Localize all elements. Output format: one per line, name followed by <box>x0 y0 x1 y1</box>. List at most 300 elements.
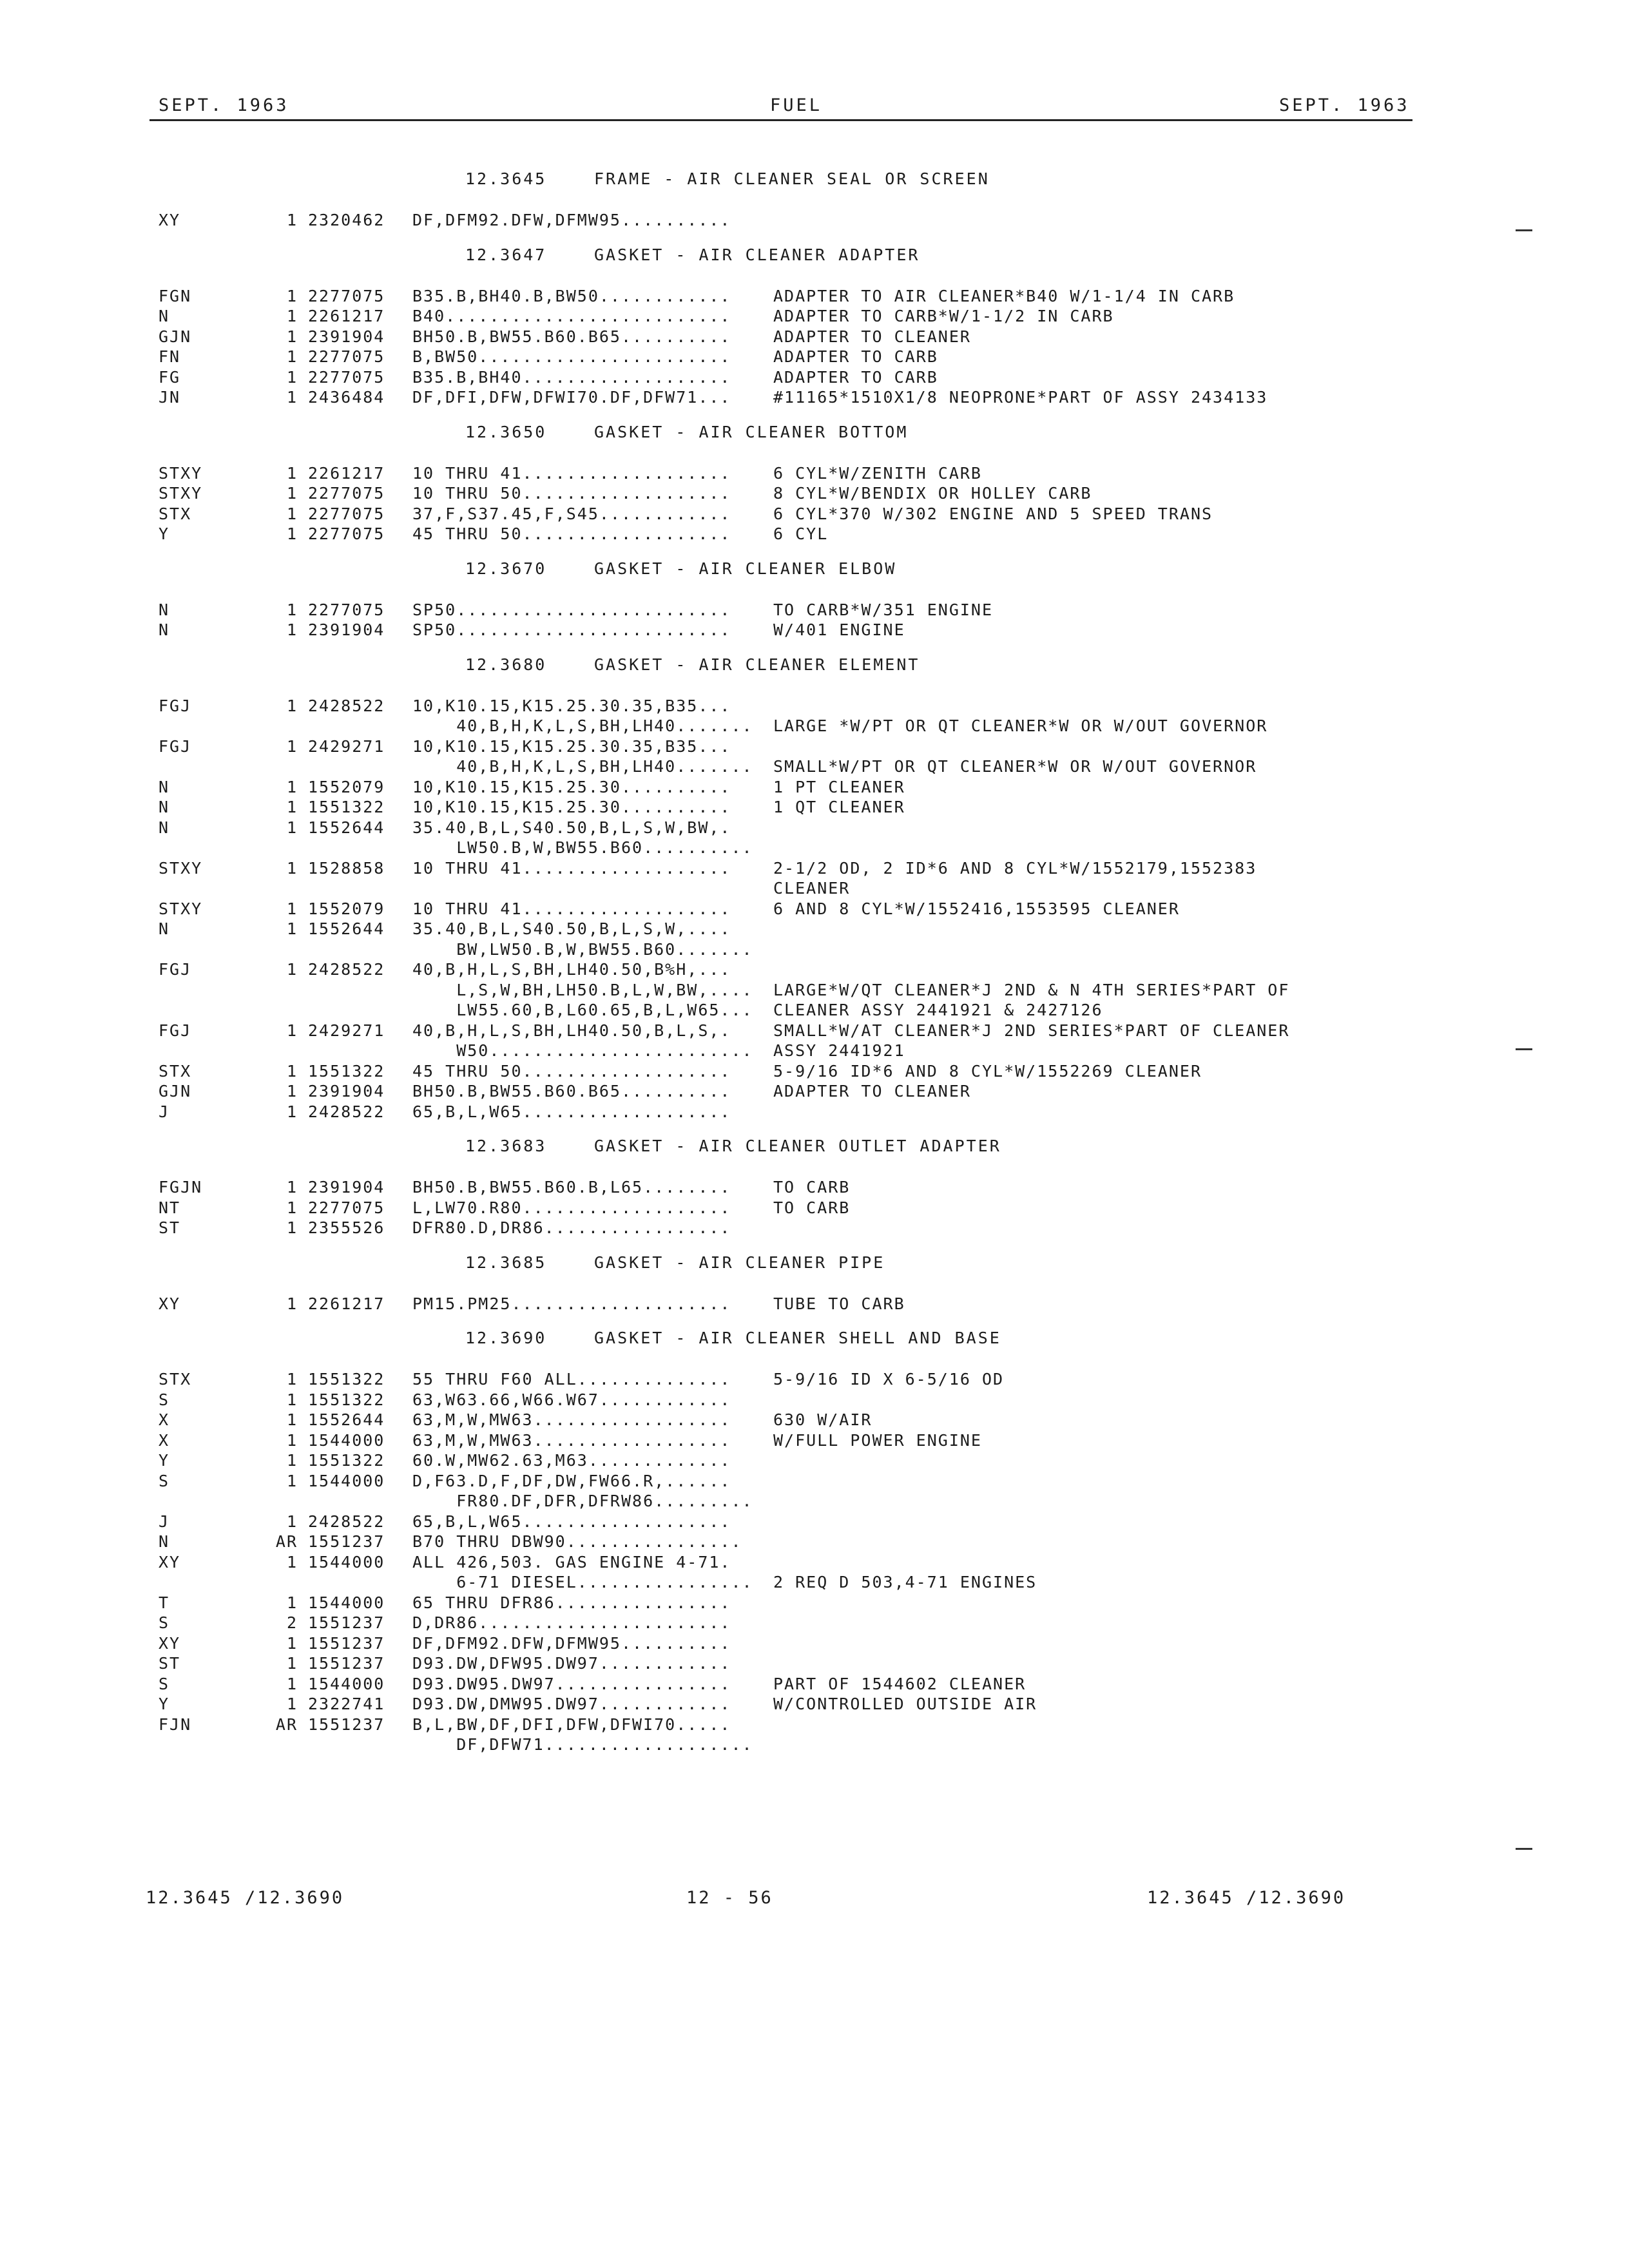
quantity: 1 <box>286 919 298 938</box>
quantity: 1 <box>286 1102 298 1121</box>
part-row <box>0 736 1629 757</box>
margin-mark <box>1516 1848 1532 1850</box>
model-code: Y <box>159 1451 170 1470</box>
applicable-models: 65 THRU DFR86................ <box>412 1593 731 1612</box>
part-row <box>0 1491 1629 1512</box>
model-code: S <box>159 1674 170 1693</box>
part-number: 2261217 <box>308 307 385 325</box>
remarks: SMALL*W/PT OR QT CLEANER*W OR W/OUT GOVERNOR <box>773 757 1257 776</box>
quantity: 1 <box>286 818 298 837</box>
model-code: GJN <box>159 327 192 346</box>
remarks: PART OF 1544602 CLEANER <box>773 1674 1027 1693</box>
remarks: 1 PT CLEANER <box>773 777 905 796</box>
part-number: 2429271 <box>308 1021 385 1040</box>
quantity: 1 <box>286 736 298 756</box>
applicable-models: L,LW70.R80................... <box>412 1198 731 1217</box>
quantity: 1 <box>286 1695 298 1713</box>
quantity: 1 <box>286 1410 298 1429</box>
quantity: 1 <box>286 1198 298 1217</box>
part-row <box>0 1218 1629 1238</box>
applicable-models: 60.W,MW62.63,M63............. <box>412 1451 731 1470</box>
part-row <box>0 1613 1629 1633</box>
quantity: 1 <box>286 1654 298 1673</box>
model-code: J <box>159 1102 170 1121</box>
part-row <box>0 696 1629 716</box>
section-title <box>0 419 1629 445</box>
part-number: 2322741 <box>308 1695 385 1713</box>
quantity: 1 <box>286 1061 298 1081</box>
part-number: 1551237 <box>308 1715 385 1734</box>
quantity: 1 <box>286 777 298 796</box>
remarks: 6 CYL*W/ZENITH CARB <box>773 463 982 483</box>
model-code: FGN <box>159 286 192 305</box>
quantity: 1 <box>286 211 298 229</box>
quantity: 1 <box>286 960 298 979</box>
remarks: W/FULL POWER ENGINE <box>773 1430 982 1450</box>
section-title-text: GASKET - AIR CLEANER ELEMENT <box>594 655 920 674</box>
model-code: XY <box>159 211 181 229</box>
remarks: 2 REQ D 503,4-71 ENGINES <box>773 1573 1037 1591</box>
part-row <box>0 818 1629 838</box>
quantity: 1 <box>286 524 298 543</box>
part-number: 2391904 <box>308 620 385 639</box>
part-row <box>0 1430 1629 1451</box>
section-title <box>0 1325 1629 1351</box>
section-title-text: GASKET - AIR CLEANER OUTLET ADAPTER <box>594 1137 1001 1155</box>
section-title-text: GASKET - AIR CLEANER BOTTOM <box>594 422 909 441</box>
model-code: N <box>159 620 170 639</box>
model-code: T <box>159 1593 170 1612</box>
part-number: 2261217 <box>308 1294 385 1313</box>
header-date-left: SEPT. 1963 <box>159 95 289 115</box>
part-number: 1551322 <box>308 1061 385 1081</box>
part-number: 1551237 <box>308 1654 385 1673</box>
quantity: 1 <box>286 286 298 305</box>
quantity: 1 <box>286 1633 298 1653</box>
applicable-models: D93.DW,DFW95.DW97............ <box>412 1654 731 1673</box>
quantity: 2 <box>286 1613 298 1632</box>
part-row <box>0 980 1629 1001</box>
remarks: ADAPTER TO CLEANER <box>773 1082 971 1100</box>
section-number: 12.3645 <box>465 169 547 188</box>
part-number: 2436484 <box>308 388 385 407</box>
part-number: 2277075 <box>308 484 385 503</box>
model-code: STX <box>159 1061 192 1081</box>
part-number: 2355526 <box>308 1218 385 1237</box>
model-code: X <box>159 1410 170 1429</box>
part-row <box>0 1177 1629 1198</box>
applicable-models: SP50......................... <box>412 620 731 639</box>
applicable-models: 10,K10.15,K15.25.30.......... <box>412 798 731 816</box>
model-code: STXY <box>159 899 203 918</box>
remarks: LARGE *W/PT OR QT CLEANER*W OR W/OUT GOVERNOR <box>773 716 1268 735</box>
part-row <box>0 1021 1629 1041</box>
part-row <box>0 1102 1629 1122</box>
section-title <box>0 1250 1629 1276</box>
part-row <box>0 524 1629 544</box>
part-number: 1551237 <box>308 1613 385 1632</box>
part-number: 1551322 <box>308 798 385 816</box>
section-title-text: GASKET - AIR CLEANER PIPE <box>594 1253 885 1272</box>
part-number: 1552644 <box>308 919 385 938</box>
model-code: XY <box>159 1294 181 1313</box>
quantity: 1 <box>286 1082 298 1100</box>
part-row <box>0 483 1629 504</box>
part-row <box>0 858 1629 879</box>
applicable-models: BH50.B,BW55.B60.B,L65........ <box>412 1178 731 1196</box>
part-row <box>0 210 1629 231</box>
part-number: 2277075 <box>308 504 385 523</box>
part-number: 2391904 <box>308 1082 385 1100</box>
model-code: STXY <box>159 463 203 483</box>
model-code: ST <box>159 1654 181 1673</box>
model-code: XY <box>159 1633 181 1653</box>
model-code: XY <box>159 1552 181 1571</box>
model-code: STX <box>159 1370 192 1389</box>
part-row <box>0 600 1629 620</box>
part-row <box>0 1512 1629 1532</box>
footer-page-number: 12 - 56 <box>686 1888 773 1908</box>
part-row <box>0 367 1629 388</box>
section <box>0 419 1629 544</box>
applicable-models: D93.DW,DMW95.DW97............ <box>412 1695 731 1713</box>
part-number: 2428522 <box>308 960 385 979</box>
part-number: 1552644 <box>308 818 385 837</box>
applicable-models: BH50.B,BW55.B60.B65.......... <box>412 327 731 346</box>
applicable-models: DF,DFM92.DFW,DFMW95.......... <box>412 1633 731 1653</box>
part-row <box>0 1694 1629 1715</box>
part-row <box>0 1294 1629 1314</box>
applicable-models: 63,M,W,MW63.................. <box>412 1430 731 1450</box>
section <box>0 652 1629 1122</box>
part-row <box>0 1653 1629 1674</box>
applicable-models: 35.40,B,L,S40.50,B,L,S,W,BW,. <box>412 818 731 837</box>
section <box>0 166 1629 231</box>
part-number: 1544000 <box>308 1674 385 1693</box>
model-code: JN <box>159 388 181 407</box>
remarks: 5-9/16 ID X 6-5/16 OD <box>773 1370 1005 1389</box>
part-row <box>0 1735 1629 1755</box>
part-row <box>0 756 1629 777</box>
model-code: FGJ <box>159 736 192 756</box>
quantity: 1 <box>286 1430 298 1450</box>
part-row <box>0 716 1629 736</box>
quantity: 1 <box>286 1021 298 1040</box>
applicable-models: 6-71 DIESEL................ <box>412 1573 753 1591</box>
section-number: 12.3683 <box>465 1137 547 1155</box>
part-row <box>0 1000 1629 1021</box>
section <box>0 242 1629 408</box>
quantity: 1 <box>286 463 298 483</box>
remarks: LARGE*W/QT CLEANER*J 2ND & N 4TH SERIES*PART OF <box>773 980 1290 999</box>
part-number: 1544000 <box>308 1430 385 1450</box>
model-code: GJN <box>159 1082 192 1100</box>
part-row <box>0 1369 1629 1390</box>
quantity: AR <box>275 1715 298 1734</box>
quantity: 1 <box>286 347 298 366</box>
model-code: N <box>159 818 170 837</box>
applicable-models: 10 THRU 41................... <box>412 463 731 483</box>
model-code: ST <box>159 1218 181 1237</box>
part-number: 1552079 <box>308 777 385 796</box>
quantity: 1 <box>286 696 298 715</box>
applicable-models: FR80.DF,DFR,DFRW86......... <box>412 1492 753 1510</box>
applicable-models: SP50......................... <box>412 600 731 619</box>
part-number: 2391904 <box>308 327 385 346</box>
applicable-models: 40,B,H,K,L,S,BH,LH40....... <box>412 757 753 776</box>
part-number: 1551237 <box>308 1532 385 1551</box>
remarks: ASSY 2441921 <box>773 1041 905 1060</box>
remarks: 6 CYL*370 W/302 ENGINE AND 5 SPEED TRANS <box>773 504 1213 523</box>
part-row <box>0 959 1629 980</box>
part-number: 1528858 <box>308 858 385 878</box>
applicable-models: B70 THRU DBW90................ <box>412 1532 742 1551</box>
part-row <box>0 306 1629 327</box>
applicable-models: 10,K10.15,K15.25.30.35,B35... <box>412 736 731 756</box>
applicable-models: B35.B,BH40.B,BW50............ <box>412 286 731 305</box>
model-code: FGJ <box>159 696 192 715</box>
applicable-models: B40.......................... <box>412 307 731 325</box>
applicable-models: D,F63.D,F,DF,DW,FW66.R,...... <box>412 1471 731 1490</box>
applicable-models: 37,F,S37.45,F,S45............ <box>412 504 731 523</box>
footer-range-left: 12.3645 /12.3690 <box>146 1888 345 1908</box>
part-row <box>0 1532 1629 1552</box>
quantity: 1 <box>286 798 298 816</box>
part-row <box>0 463 1629 484</box>
applicable-models: 63,M,W,MW63.................. <box>412 1410 731 1429</box>
quantity: 1 <box>286 1552 298 1571</box>
part-row <box>0 1552 1629 1573</box>
quantity: 1 <box>286 620 298 639</box>
remarks: CLEANER ASSY 2441921 & 2427126 <box>773 1001 1103 1019</box>
model-code: N <box>159 307 170 325</box>
applicable-models: LW55.60,B,L60.65,B,L,W65... <box>412 1001 753 1019</box>
model-code: STXY <box>159 858 203 878</box>
applicable-models: D93.DW95.DW97................ <box>412 1674 731 1693</box>
section-title-text: FRAME - AIR CLEANER SEAL OR SCREEN <box>594 169 990 188</box>
part-number: 1551237 <box>308 1633 385 1653</box>
part-number: 1544000 <box>308 1471 385 1490</box>
remarks: ADAPTER TO AIR CLEANER*B40 W/1-1/4 IN CARB <box>773 286 1235 305</box>
applicable-models: 45 THRU 50................... <box>412 524 731 543</box>
section-title <box>0 242 1629 268</box>
model-code: S <box>159 1471 170 1490</box>
model-code: FJN <box>159 1715 192 1734</box>
quantity: 1 <box>286 1471 298 1490</box>
remarks: TUBE TO CARB <box>773 1294 905 1313</box>
part-number: 2277075 <box>308 524 385 543</box>
remarks: SMALL*W/AT CLEANER*J 2ND SERIES*PART OF CLEANER <box>773 1021 1290 1040</box>
model-code: Y <box>159 1695 170 1713</box>
part-row <box>0 878 1629 899</box>
part-number: 2320462 <box>308 211 385 229</box>
remarks: 1 QT CLEANER <box>773 798 905 816</box>
part-row <box>0 797 1629 818</box>
part-row <box>0 899 1629 919</box>
part-row <box>0 387 1629 408</box>
applicable-models: 45 THRU 50................... <box>412 1061 731 1081</box>
quantity: 1 <box>286 1512 298 1531</box>
section-number: 12.3647 <box>465 245 547 264</box>
model-code: S <box>159 1613 170 1632</box>
quantity: 1 <box>286 1370 298 1389</box>
model-code: FGJN <box>159 1178 203 1196</box>
part-row <box>0 620 1629 640</box>
part-row <box>0 1410 1629 1430</box>
part-row <box>0 1061 1629 1082</box>
model-code: J <box>159 1512 170 1531</box>
remarks: 6 CYL <box>773 524 829 543</box>
applicable-models: 35.40,B,L,S40.50,B,L,S,W,.... <box>412 919 731 938</box>
model-code: N <box>159 919 170 938</box>
model-code: STX <box>159 504 192 523</box>
remarks: ADAPTER TO CARB <box>773 347 938 366</box>
quantity: 1 <box>286 1294 298 1313</box>
remarks: ADAPTER TO CARB <box>773 367 938 387</box>
applicable-models: BW,LW50.B,W,BW55.B60....... <box>412 939 753 959</box>
quantity: AR <box>275 1532 298 1551</box>
quantity: 1 <box>286 1390 298 1409</box>
part-number: 2428522 <box>308 696 385 715</box>
part-row <box>0 939 1629 960</box>
header-title: FUEL <box>770 95 823 115</box>
remarks: CLEANER <box>773 879 851 898</box>
applicable-models: 10 THRU 41................... <box>412 858 731 878</box>
model-code: Y <box>159 524 170 543</box>
applicable-models: 40,B,H,L,S,BH,LH40.50,B%H,... <box>412 960 731 979</box>
part-row <box>0 1674 1629 1695</box>
margin-mark <box>1516 1048 1532 1050</box>
applicable-models: 65,B,L,W65................... <box>412 1512 731 1531</box>
remarks: TO CARB*W/351 ENGINE <box>773 600 994 619</box>
part-number: 1552079 <box>308 899 385 918</box>
applicable-models: D,DR86....................... <box>412 1613 731 1632</box>
section-number: 12.3670 <box>465 559 547 578</box>
part-number: 2429271 <box>308 736 385 756</box>
applicable-models: LW50.B,W,BW55.B60.......... <box>412 838 753 857</box>
model-code: N <box>159 600 170 619</box>
section-title-text: GASKET - AIR CLEANER ELBOW <box>594 559 897 578</box>
model-code: NT <box>159 1198 181 1217</box>
parts-list <box>0 155 1629 1755</box>
margin-mark <box>1516 229 1532 231</box>
part-row <box>0 1198 1629 1218</box>
applicable-models: 10 THRU 50................... <box>412 484 731 503</box>
part-number: 2261217 <box>308 463 385 483</box>
quantity: 1 <box>286 600 298 619</box>
remarks: #11165*1510X1/8 NEOPRONE*PART OF ASSY 2434133 <box>773 388 1268 407</box>
applicable-models: 10,K10.15,K15.25.30.35,B35... <box>412 696 731 715</box>
remarks: TO CARB <box>773 1198 851 1217</box>
part-row <box>0 777 1629 798</box>
applicable-models: B35.B,BH40................... <box>412 367 731 387</box>
section-title <box>0 1133 1629 1159</box>
applicable-models: 10,K10.15,K15.25.30.......... <box>412 777 731 796</box>
applicable-models: 10 THRU 41................... <box>412 899 731 918</box>
footer-range-right: 12.3645 /12.3690 <box>1147 1888 1346 1908</box>
quantity: 1 <box>286 307 298 325</box>
section <box>0 556 1629 640</box>
quantity: 1 <box>286 484 298 503</box>
section <box>0 1250 1629 1314</box>
part-row <box>0 1450 1629 1471</box>
part-row <box>0 347 1629 367</box>
remarks: W/401 ENGINE <box>773 620 905 639</box>
part-row <box>0 919 1629 939</box>
header-date-right: SEPT. 1963 <box>1279 95 1410 115</box>
model-code: FN <box>159 347 181 366</box>
part-number: 1551322 <box>308 1370 385 1389</box>
remarks: 6 AND 8 CYL*W/1552416,1553595 CLEANER <box>773 899 1180 918</box>
applicable-models: 40,B,H,K,L,S,BH,LH40....... <box>412 716 753 735</box>
section-title-text: GASKET - AIR CLEANER ADAPTER <box>594 245 920 264</box>
model-code: FGJ <box>159 1021 192 1040</box>
section-number: 12.3680 <box>465 655 547 674</box>
applicable-models: DF,DFI,DFW,DFWI70.DF,DFW71... <box>412 388 731 407</box>
quantity: 1 <box>286 1674 298 1693</box>
part-number: 2428522 <box>308 1102 385 1121</box>
applicable-models: B,L,BW,DF,DFI,DFW,DFWI70..... <box>412 1715 731 1734</box>
section <box>0 1325 1629 1755</box>
applicable-models: DF,DFW71................... <box>412 1735 753 1754</box>
quantity: 1 <box>286 858 298 878</box>
part-row <box>0 838 1629 858</box>
part-row <box>0 1572 1629 1593</box>
section <box>0 1133 1629 1238</box>
part-row <box>0 1390 1629 1410</box>
part-number: 2277075 <box>308 367 385 387</box>
model-code: X <box>159 1430 170 1450</box>
quantity: 1 <box>286 388 298 407</box>
model-code: S <box>159 1390 170 1409</box>
model-code: FGJ <box>159 960 192 979</box>
part-number: 2277075 <box>308 600 385 619</box>
part-row <box>0 1593 1629 1613</box>
section-title <box>0 556 1629 582</box>
remarks: ADAPTER TO CARB*W/1-1/2 IN CARB <box>773 307 1114 325</box>
section-number: 12.3690 <box>465 1329 547 1347</box>
part-number: 2428522 <box>308 1512 385 1531</box>
part-row <box>0 286 1629 307</box>
part-row <box>0 1471 1629 1492</box>
header-rule <box>149 119 1412 121</box>
applicable-models: L,S,W,BH,LH50.B,L,W,BW,.... <box>412 980 753 999</box>
part-row <box>0 1041 1629 1061</box>
applicable-models: 55 THRU F60 ALL.............. <box>412 1370 731 1389</box>
applicable-models: 40,B,H,L,S,BH,LH40.50,B,L,S,. <box>412 1021 731 1040</box>
applicable-models: DF,DFM92.DFW,DFMW95.......... <box>412 211 731 229</box>
model-code: N <box>159 798 170 816</box>
part-number: 1552644 <box>308 1410 385 1429</box>
section-title <box>0 652 1629 678</box>
applicable-models: ALL 426,503. GAS ENGINE 4-71. <box>412 1552 731 1571</box>
applicable-models: 63,W63.66,W66.W67............ <box>412 1390 731 1409</box>
part-row <box>0 1633 1629 1654</box>
remarks: TO CARB <box>773 1178 851 1196</box>
part-number: 1544000 <box>308 1593 385 1612</box>
quantity: 1 <box>286 1593 298 1612</box>
part-number: 1544000 <box>308 1552 385 1571</box>
quantity: 1 <box>286 1218 298 1237</box>
part-number: 2277075 <box>308 347 385 366</box>
part-row <box>0 1715 1629 1735</box>
part-number: 2277075 <box>308 286 385 305</box>
section-title-text: GASKET - AIR CLEANER SHELL AND BASE <box>594 1329 1001 1347</box>
section-title <box>0 166 1629 192</box>
quantity: 1 <box>286 504 298 523</box>
section-number: 12.3685 <box>465 1253 547 1272</box>
applicable-models: B,BW50....................... <box>412 347 731 366</box>
